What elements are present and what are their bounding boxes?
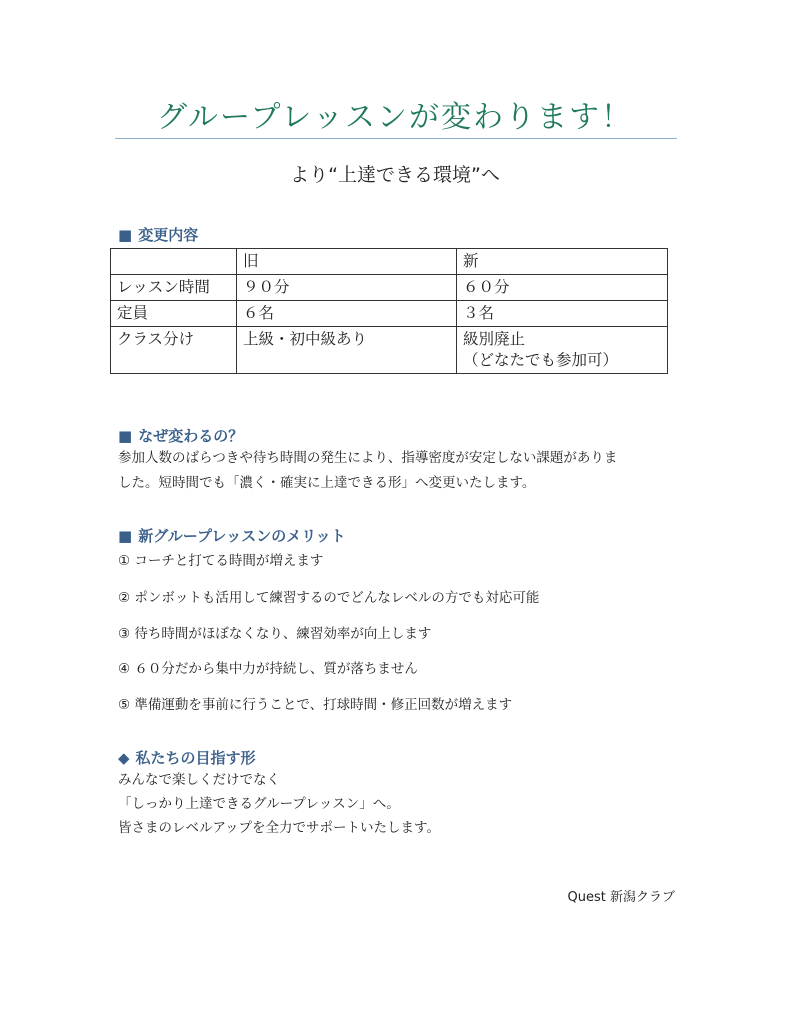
merit-item: ③ 待ち時間がほぼなくなり、練習効率が向上します xyxy=(118,626,432,642)
why-line: 参加人数のばらつきや待ち時間の発生により、指導密度が安定しない課題がありま xyxy=(118,450,618,466)
section-heading-label: 私たちの目指す形 xyxy=(135,749,256,767)
table-cell: 定員 xyxy=(111,301,237,327)
table-cell: クラス分け xyxy=(111,327,237,374)
title-divider xyxy=(115,138,677,139)
table-cell: 上級・初中級あり xyxy=(237,327,457,374)
table-cell-line: （どなたでも参加可） xyxy=(463,351,619,369)
table-cell-line: 級別廃止 xyxy=(463,330,526,348)
merit-item: ⑤ 準備運動を事前に行うことで、打球時間・修正回数が増えます xyxy=(118,697,513,713)
table-header-row xyxy=(111,249,668,275)
merit-item: ② ポンボットも活用して練習するのでどんなレベルの方でも対応可能 xyxy=(118,590,540,606)
club-signature: Quest 新潟クラブ xyxy=(567,890,675,905)
square-bullet-icon: ■ xyxy=(118,226,133,244)
table-cell: レッスン時間 xyxy=(111,275,237,301)
aim-line: 皆さまのレベルアップを全力でサポートいたします。 xyxy=(118,820,440,836)
section-heading-label: 新グループレッスンのメリット xyxy=(138,527,346,545)
table-cell: ６０分 xyxy=(457,275,668,301)
table-header-cell xyxy=(111,249,237,275)
merit-item: ④ ６０分だから集中力が持続し、質が落ちません xyxy=(118,661,418,677)
section-heading-label: 変更内容 xyxy=(138,226,199,244)
square-bullet-icon: ■ xyxy=(118,427,133,445)
table-cell xyxy=(457,327,668,374)
square-bullet-icon: ■ xyxy=(118,527,133,545)
table-cell: ３名 xyxy=(457,301,668,327)
aim-line: みんなで楽しくだけでなく xyxy=(118,772,280,788)
section-heading-merits xyxy=(118,525,346,546)
section-heading-why xyxy=(118,425,243,446)
why-paragraph xyxy=(118,446,678,496)
why-line: した。短時間でも「濃く・確実に上達できる形」へ変更いたします。 xyxy=(118,475,536,491)
page-title: グループレッスンが変わります！ xyxy=(156,100,634,135)
table-cell: ９０分 xyxy=(237,275,457,301)
aim-line: 「しっかり上達できるグループレッスン」へ。 xyxy=(118,796,400,812)
page-subtitle: より“上達できる環境”へ xyxy=(290,164,500,186)
diamond-bullet-icon: ◆ xyxy=(118,749,130,767)
table-cell: ６名 xyxy=(237,301,457,327)
table-header-cell: 旧 xyxy=(237,249,457,275)
table-row xyxy=(111,327,668,374)
aim-paragraph xyxy=(118,768,440,840)
table-row xyxy=(111,275,668,301)
merit-item: ① コーチと打てる時間が増えます xyxy=(118,553,324,569)
section-heading-label: なぜ変わるの？ xyxy=(138,427,244,445)
changes-table xyxy=(110,248,668,374)
table-header-cell: 新 xyxy=(457,249,668,275)
section-heading-changes xyxy=(118,224,198,245)
table-row xyxy=(111,301,668,327)
section-heading-aim xyxy=(118,747,256,768)
